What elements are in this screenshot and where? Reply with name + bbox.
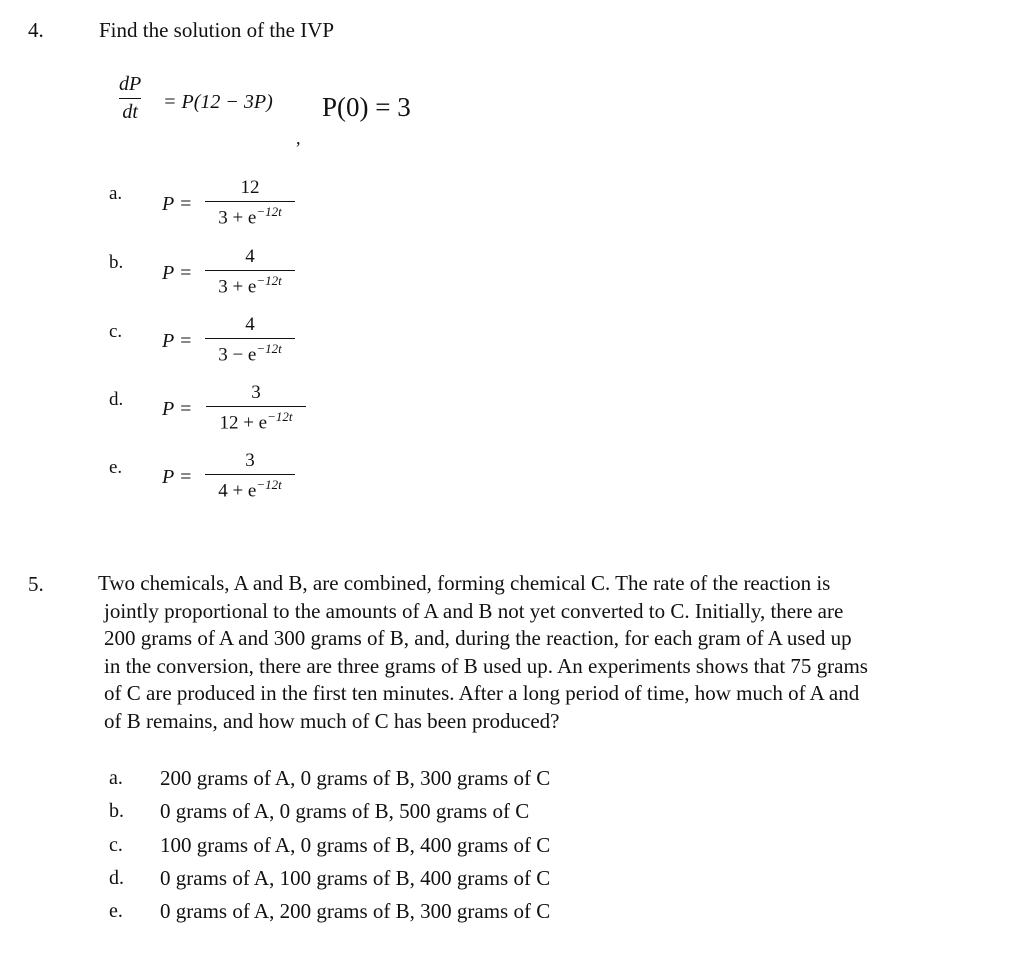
question-5-line: jointly proportional to the amounts of A and B not yet converted to C. Initially, there are [104, 598, 844, 623]
derivative-denominator: dt [122, 101, 138, 123]
fraction-denominator-base: 12 + e [219, 412, 268, 434]
option-letter: e. [109, 457, 123, 478]
option-fraction [205, 246, 295, 298]
option-text: 0 grams of A, 0 grams of B, 500 grams of C [160, 799, 530, 823]
fraction-exponent: −12t [267, 409, 293, 424]
question-5-number: 5. [28, 572, 44, 596]
option-letter: b. [109, 252, 124, 273]
option-fraction [205, 450, 295, 502]
option-letter: d. [109, 867, 124, 889]
option-lhs: P = [162, 262, 193, 284]
option-letter: d. [109, 389, 124, 410]
option-lhs: P = [162, 330, 193, 352]
option-lhs: P = [162, 398, 193, 420]
initial-condition: P(0) = 3 [322, 92, 411, 122]
fraction-numerator: 4 [245, 246, 255, 267]
ivp-comma: , [296, 128, 301, 148]
fraction-denominator-base: 3 + e [218, 207, 257, 229]
fraction-exponent: −12t [256, 204, 282, 219]
derivative-numerator: dP [119, 73, 142, 95]
fraction-exponent: −12t [256, 341, 282, 356]
option-letter: c. [109, 321, 123, 342]
derivative-fraction [119, 73, 141, 124]
fraction-denominator-base: 3 − e [218, 344, 257, 366]
question-5-line: Two chemicals, A and B, are combined, forming chemical C. The rate of the reaction is [98, 571, 831, 595]
fraction-denominator-base: 4 + e [218, 480, 257, 502]
ivp-rhs: = P(12 − 3P) [163, 91, 273, 113]
fraction-denominator-base: 3 + e [218, 276, 257, 298]
option-lhs: P = [162, 466, 193, 488]
question-4-prompt: Find the solution of the IVP [99, 18, 335, 42]
question-5-line: of C are produced in the first ten minutes. After a long period of time, how much of A and [104, 681, 860, 705]
fraction-numerator: 3 [245, 450, 255, 471]
option-letter: e. [109, 900, 123, 922]
fraction-exponent: −12t [256, 477, 282, 492]
option-fraction [206, 382, 306, 434]
option-text: 0 grams of A, 100 grams of B, 400 grams of C [160, 866, 551, 890]
option-text: 200 grams of A, 0 grams of B, 300 grams of C [160, 766, 551, 790]
question-5-line: 200 grams of A and 300 grams of B, and, during the reaction, for each gram of A used up [104, 626, 852, 650]
option-text: 0 grams of A, 200 grams of B, 300 grams of C [160, 899, 551, 923]
option-letter: b. [109, 800, 124, 822]
option-text: 100 grams of A, 0 grams of B, 400 grams of C [160, 833, 551, 857]
fraction-numerator: 3 [251, 382, 261, 403]
fraction-exponent: −12t [256, 273, 282, 288]
question-5-line: in the conversion, there are three grams of B used up. An experiments shows that 75 grams [104, 653, 868, 678]
question-5-text [98, 570, 984, 735]
option-letter: c. [109, 834, 123, 856]
option-letter: a. [109, 183, 123, 204]
fraction-numerator: 4 [245, 314, 255, 335]
option-lhs: P = [162, 193, 193, 215]
question-4-number: 4. [28, 18, 44, 42]
question-5-line: of B remains, and how much of C has been produced? [104, 708, 560, 733]
option-fraction [205, 177, 295, 229]
option-fraction [205, 314, 295, 366]
option-letter: a. [109, 767, 123, 789]
fraction-numerator: 12 [240, 177, 260, 198]
